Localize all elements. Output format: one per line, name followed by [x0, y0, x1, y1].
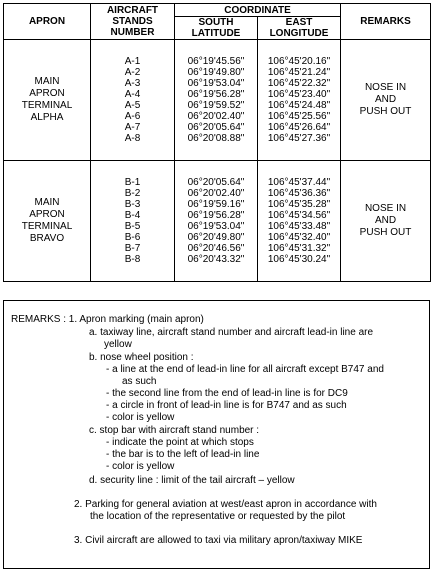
- stand-number: B-6: [124, 232, 141, 243]
- apron-group-alpha: [4, 40, 431, 161]
- latitude-value: 06°20'02.40": [187, 111, 245, 122]
- remark-1c-item: - indicate the point at which stops: [106, 437, 254, 448]
- longitude-value: 106°45'32.40": [267, 232, 331, 243]
- stand-number: B-4: [124, 210, 141, 221]
- stand-number: B-3: [124, 199, 141, 210]
- remark-1b-item: - a line at the end of lead-in line for all aircraft except B747 and: [106, 364, 384, 375]
- remark-1d: d. security line : limit of the tail aircraft – yellow: [89, 475, 295, 486]
- latitude-value: 06°20'43.32": [187, 254, 245, 265]
- stand-number: A-5: [124, 100, 141, 111]
- header-stands: AIRCRAFT STANDS NUMBER: [91, 4, 175, 40]
- latitude-value: 06°19'56.28": [187, 89, 245, 100]
- stand-number: A-2: [124, 67, 141, 78]
- apron-group-bravo: [4, 161, 431, 282]
- latitude-value: 06°20'08.88": [187, 133, 245, 144]
- longitude-list: [258, 40, 341, 161]
- latitude-list: [175, 40, 258, 161]
- remark-1b-item-cont: as such: [122, 376, 157, 387]
- remark-2-cont: the location of the representative or requested by the pilot: [90, 511, 346, 522]
- stand-number: B-1: [124, 177, 141, 188]
- apron-name: MAIN APRON TERMINAL BRAVO: [4, 161, 91, 282]
- stand-number: A-3: [124, 78, 141, 89]
- stand-number: A-1: [124, 56, 141, 67]
- header-latitude: SOUTH LATITUDE: [175, 17, 258, 40]
- longitude-value: 106°45'33.48": [267, 221, 331, 232]
- remark-1c-item: - the bar is to the left of lead-in line: [106, 449, 260, 460]
- header-remarks: REMARKS: [341, 4, 431, 40]
- longitude-value: 106°45'23.40": [267, 89, 331, 100]
- latitude-value: 06°20'05.64": [187, 177, 245, 188]
- latitude-value: 06°20'49.80": [187, 232, 245, 243]
- remark-1-heading: REMARKS : 1. Apron marking (main apron): [11, 314, 204, 325]
- latitude-value: 06°20'02.40": [187, 188, 245, 199]
- remark-1b: b. nose wheel position :: [89, 352, 194, 363]
- apron-stands-table: [3, 3, 431, 282]
- apron-remark: NOSE IN AND PUSH OUT: [341, 161, 431, 282]
- latitude-value: 06°19'53.04": [187, 221, 245, 232]
- longitude-value: 106°45'36.36": [267, 188, 331, 199]
- stand-number: A-8: [124, 133, 141, 144]
- stand-number: A-7: [124, 122, 141, 133]
- stand-number: B-8: [124, 254, 141, 265]
- latitude-value: 06°19'56.28": [187, 210, 245, 221]
- remark-2: 2. Parking for general aviation at west/east apron in accordance with: [74, 499, 377, 510]
- latitude-value: 06°20'05.64": [187, 122, 245, 133]
- header-apron: APRON: [4, 4, 91, 40]
- longitude-value: 106°45'21.24": [267, 67, 331, 78]
- stand-number: A-4: [124, 89, 141, 100]
- latitude-value: 06°19'53.04": [187, 78, 245, 89]
- remark-1a-cont: yellow: [104, 339, 132, 350]
- longitude-value: 106°45'25.56": [267, 111, 331, 122]
- apron-name: MAIN APRON TERMINAL ALPHA: [4, 40, 91, 161]
- remarks-section: [3, 300, 430, 569]
- remark-1a: a. taxiway line, aircraft stand number and aircraft lead-in line are: [89, 327, 374, 338]
- longitude-value: 106°45'31.32": [267, 243, 331, 254]
- longitude-value: 106°45'35.28": [267, 199, 331, 210]
- remark-1b-item: - the second line from the end of lead-in line is for DC9: [106, 388, 348, 399]
- latitude-value: 06°19'59.52": [187, 100, 245, 111]
- stand-list: [91, 40, 175, 161]
- longitude-list: [258, 161, 341, 282]
- latitude-value: 06°20'46.56": [187, 243, 245, 254]
- longitude-value: 106°45'22.32": [267, 78, 331, 89]
- longitude-value: 106°45'24.48": [267, 100, 331, 111]
- latitude-value: 06°19'45.56": [187, 56, 245, 67]
- longitude-value: 106°45'27.36": [267, 133, 331, 144]
- stand-number: B-2: [124, 188, 141, 199]
- latitude-value: 06°19'59.16": [187, 199, 245, 210]
- longitude-value: 106°45'37.44": [267, 177, 331, 188]
- header-longitude: EAST LONGITUDE: [258, 17, 341, 40]
- stand-number: A-6: [124, 111, 141, 122]
- longitude-value: 106°45'26.64": [267, 122, 331, 133]
- longitude-value: 106°45'34.56": [267, 210, 331, 221]
- longitude-value: 106°45'30.24": [267, 254, 331, 265]
- latitude-list: [175, 161, 258, 282]
- remark-1c-item: - color is yellow: [106, 461, 175, 472]
- remark-1b-item: - color is yellow: [106, 412, 175, 423]
- stand-number: B-5: [124, 221, 141, 232]
- remark-1b-item: - a circle in front of lead-in line is for B747 and as such: [106, 400, 347, 411]
- longitude-value: 106°45'20.16": [267, 56, 331, 67]
- latitude-value: 06°19'49.80": [187, 67, 245, 78]
- remark-1c: c. stop bar with aircraft stand number :: [89, 425, 260, 436]
- apron-remark: NOSE IN AND PUSH OUT: [341, 40, 431, 161]
- stand-list: [91, 161, 175, 282]
- remark-3: 3. Civil aircraft are allowed to taxi via military apron/taxiway MIKE: [74, 535, 363, 546]
- stand-number: B-7: [124, 243, 141, 254]
- header-coordinate: COORDINATE: [175, 4, 341, 17]
